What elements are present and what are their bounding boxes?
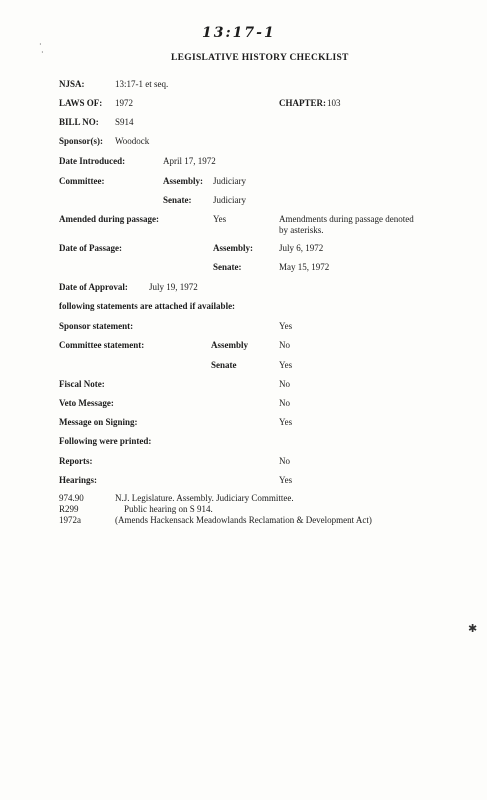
fiscal-note-value: No [279,379,290,389]
fiscal-note-label: Fiscal Note: [59,379,105,389]
njsa-label: NJSA: [59,79,85,89]
amended-note-line1: Amendments during passage denoted [279,214,414,224]
committee-statement-senate-value: Yes [279,360,293,370]
committee-senate-value: Judiciary [213,195,246,205]
committee-statement-assembly-value: No [279,340,290,350]
passage-assembly-label: Assembly: [213,243,253,253]
committee-senate-label: Senate: [163,195,192,205]
date-of-passage-label: Date of Passage: [59,243,122,253]
citation-code-3: 1972a [59,515,81,525]
committee-assembly-label: Assembly: [163,176,203,186]
citation-code-1: 974.90 [59,493,84,503]
hearings-label: Hearings: [59,475,97,485]
date-of-approval-value: July 19, 1972 [149,282,198,292]
sponsor-statement-value: Yes [279,321,293,331]
committee-assembly-value: Judiciary [213,176,246,186]
reports-label: Reports: [59,456,93,466]
reports-value: No [279,456,290,466]
committee-statement-senate-label: Senate [211,360,237,370]
citation-code-2: R299 [59,504,79,514]
laws-of-label: LAWS OF: [59,98,103,108]
sponsor-label: Sponsor(s): [59,136,104,146]
passage-senate-label: Senate: [213,262,242,272]
date-introduced-label: Date Introduced: [59,156,126,166]
veto-message-value: No [279,398,290,408]
chapter-label: CHAPTER: [279,98,326,108]
statements-heading: following statements are attached if available: [59,301,236,311]
margin-mark: ✱ [468,623,478,635]
amended-note-line2: by asterisks. [279,225,324,235]
passage-assembly-value: July 6, 1972 [279,243,324,253]
date-introduced-value: April 17, 1972 [163,156,216,166]
passage-senate-value: May 15, 1972 [279,262,330,272]
date-of-approval-label: Date of Approval: [59,282,128,292]
sponsor-statement-label: Sponsor statement: [59,321,134,331]
chapter-value: 103 [327,98,341,108]
handwritten-number: 13:17-1 [202,25,276,41]
laws-of-value: 1972 [115,98,133,108]
njsa-value: 13:17-1 et seq. [115,79,169,89]
citation-text-2: Public hearing on S 914. [124,504,213,514]
margin-mark: · [41,48,44,57]
committee-statement-assembly-label: Assembly [211,340,249,350]
sponsor-value: Woodock [115,136,150,146]
page-title: LEGISLATIVE HISTORY CHECKLIST [171,53,349,63]
committee-label: Committee: [59,176,105,186]
committee-statement-label: Committee statement: [59,340,145,350]
message-on-signing-value: Yes [279,417,293,427]
citation-text-3: (Amends Hackensack Meadowlands Reclamation & Development Act) [115,515,372,525]
amended-value: Yes [213,214,227,224]
bill-no-value: S914 [115,117,134,127]
printed-heading: Following were printed: [59,436,152,446]
bill-no-label: BILL NO: [59,117,99,127]
margin-mark: · [39,40,42,49]
hearings-value: Yes [279,475,293,485]
veto-message-label: Veto Message: [59,398,114,408]
citation-text-1: N.J. Legislature. Assembly. Judiciary Committee. [115,493,294,503]
message-on-signing-label: Message on Signing: [59,417,138,427]
amended-label: Amended during passage: [59,214,160,224]
